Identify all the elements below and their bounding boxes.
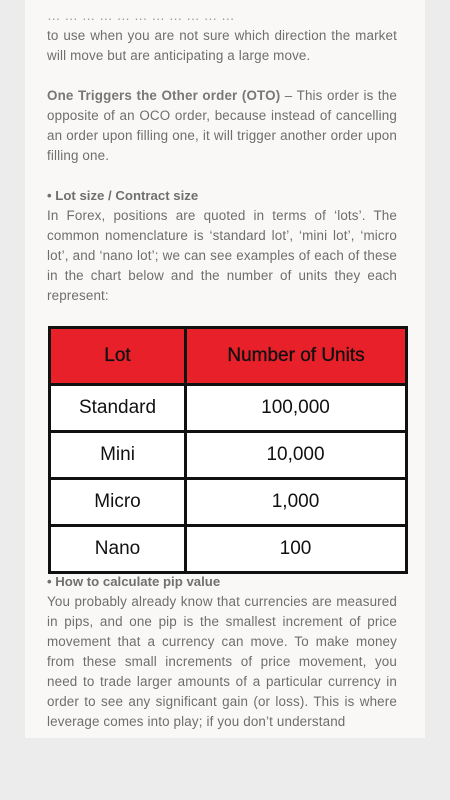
table-row xyxy=(50,432,407,479)
lot-cell: Mini xyxy=(50,432,186,479)
lot-header: Lot xyxy=(50,328,186,385)
units-cell: 100 xyxy=(186,526,407,573)
units-header: Number of Units xyxy=(186,328,407,385)
lot-cell: Nano xyxy=(50,526,186,573)
lot-size-text: In Forex, positions are quoted in terms of ‘lots’. The common nomenclature is ‘standard lot’, ‘mini lot’, ‘micro lot’, and ‘nano lot’; we can see examples of each of these in the chart below and the number of units they each represent: xyxy=(47,208,397,303)
table-row xyxy=(50,479,407,526)
units-cell: 10,000 xyxy=(186,432,407,479)
oto-label: One Triggers the Other order (OTO) xyxy=(47,88,281,103)
table-row xyxy=(50,385,407,432)
partial-top-line xyxy=(47,6,397,20)
paragraph-oco-end-text: to use when you are not sure which direction the market will move but are anticipating a large move. xyxy=(47,28,397,63)
lot-table xyxy=(48,326,408,574)
lot-size-heading: • Lot size / Contract size xyxy=(47,188,199,203)
pip-value-text: You probably already know that currencies are measured in pips, and one pip is the smallest increment of price movement that a currency can move. To make money from these small increments of price movement, you need to trade larger amounts of a particular currency in order to see any significant gain (or loss). This is where leverage comes into play; if you don’t understand xyxy=(47,594,397,729)
lot-table-header-row xyxy=(50,328,407,385)
units-cell: 1,000 xyxy=(186,479,407,526)
bottom-bar xyxy=(0,738,450,800)
lot-cell: Standard xyxy=(50,385,186,432)
paragraph-oco-end xyxy=(47,26,397,66)
units-cell: 100,000 xyxy=(186,385,407,432)
lot-cell: Micro xyxy=(50,479,186,526)
partial-top-text: … … … … … … … … … … … xyxy=(47,8,235,20)
paragraph-pip-value xyxy=(47,592,397,732)
table-row xyxy=(50,526,407,573)
pip-value-heading: • How to calculate pip value xyxy=(47,574,221,589)
oto-text: – This order is the opposite of an OCO order, because instead of cancelling an order upon filling one, it will trigger another order upon filling one. xyxy=(47,88,398,163)
paragraph-lot-size xyxy=(47,206,397,306)
paragraph-oto xyxy=(47,86,397,166)
